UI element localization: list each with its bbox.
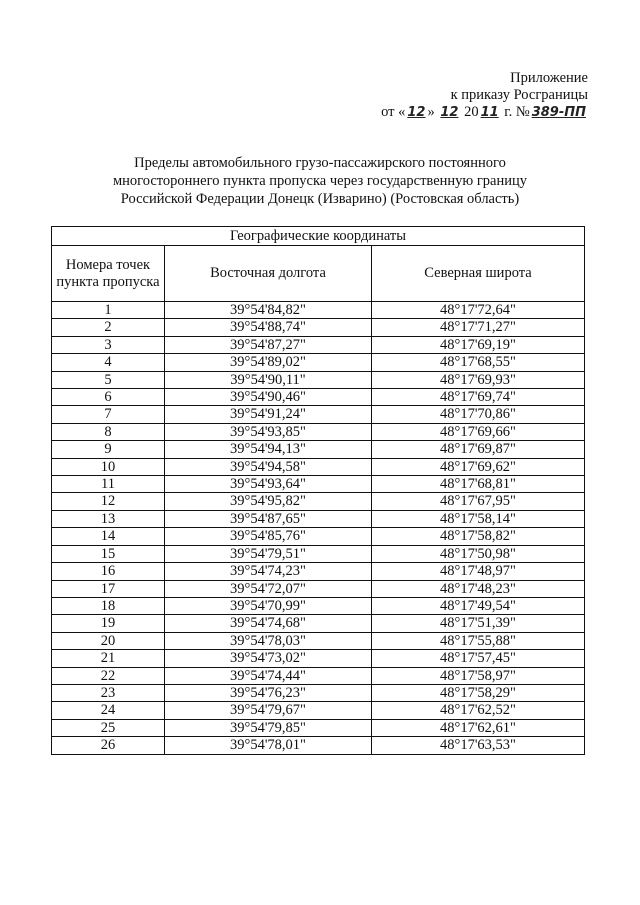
title-line-2: многостороннего пункта пропуска через государственную границу (112, 173, 528, 189)
table-row (52, 702, 585, 719)
longitude-cell: 39°54'79,67" (165, 702, 372, 719)
latitude-cell: 48°17'48,97" (372, 563, 585, 580)
longitude-cell: 39°54'87,65" (165, 510, 372, 527)
point-number-cell: 17 (52, 580, 165, 597)
latitude-cell: 48°17'69,66" (372, 423, 585, 440)
table-row (52, 615, 585, 632)
document-title (80, 154, 560, 208)
order-day-close: » (427, 104, 435, 120)
column-header-longitude: Восточная долгота (165, 246, 372, 302)
table-row (52, 302, 585, 319)
latitude-cell: 48°17'71,27" (372, 319, 585, 336)
point-number-cell: 24 (52, 702, 165, 719)
table-row (52, 510, 585, 527)
longitude-cell: 39°54'76,23" (165, 684, 372, 701)
order-month: 12 (440, 105, 459, 120)
table-row (52, 389, 585, 406)
table-row (52, 580, 585, 597)
table-row (52, 458, 585, 475)
longitude-cell: 39°54'89,02" (165, 354, 372, 371)
latitude-cell: 48°17'58,97" (372, 667, 585, 684)
table-row (52, 650, 585, 667)
longitude-cell: 39°54'95,82" (165, 493, 372, 510)
latitude-cell: 48°17'57,45" (372, 650, 585, 667)
latitude-cell: 48°17'62,52" (372, 702, 585, 719)
longitude-cell: 39°54'74,23" (165, 563, 372, 580)
table-row (52, 719, 585, 736)
point-number-cell: 9 (52, 441, 165, 458)
order-year-prefix: 20 (464, 104, 479, 120)
latitude-cell: 48°17'69,19" (372, 336, 585, 353)
title-line-1: Пределы автомобильного грузо-пассажирского постоянного (134, 155, 506, 171)
appendix-header (308, 70, 588, 121)
longitude-cell: 39°54'90,46" (165, 389, 372, 406)
appendix-label: Приложение (510, 70, 588, 86)
point-number-cell: 26 (52, 737, 165, 754)
table-row (52, 406, 585, 423)
table-row (52, 528, 585, 545)
order-day: 12 (407, 105, 426, 120)
longitude-cell: 39°54'93,85" (165, 423, 372, 440)
coordinates-table-body (52, 302, 585, 755)
point-number-cell: 5 (52, 371, 165, 388)
point-number-cell: 19 (52, 615, 165, 632)
latitude-cell: 48°17'63,53" (372, 737, 585, 754)
longitude-cell: 39°54'88,74" (165, 319, 372, 336)
title-line-3: Российской Федерации Донецк (Изварино) (Ростовская область) (120, 191, 520, 207)
longitude-cell: 39°54'72,07" (165, 580, 372, 597)
longitude-cell: 39°54'91,24" (165, 406, 372, 423)
latitude-cell: 48°17'72,64" (372, 302, 585, 319)
point-number-cell: 22 (52, 667, 165, 684)
point-number-cell: 8 (52, 423, 165, 440)
latitude-cell: 48°17'58,14" (372, 510, 585, 527)
table-row (52, 632, 585, 649)
longitude-cell: 39°54'85,76" (165, 528, 372, 545)
point-number-cell: 2 (52, 319, 165, 336)
order-prefix: от « (381, 104, 406, 120)
latitude-cell: 48°17'55,88" (372, 632, 585, 649)
point-number-cell: 25 (52, 719, 165, 736)
point-number-cell: 4 (52, 354, 165, 371)
order-year-suffix: 11 (480, 105, 499, 120)
table-row (52, 319, 585, 336)
table-row (52, 563, 585, 580)
longitude-cell: 39°54'74,68" (165, 615, 372, 632)
point-number-cell: 21 (52, 650, 165, 667)
longitude-cell: 39°54'93,64" (165, 476, 372, 493)
latitude-cell: 48°17'51,39" (372, 615, 585, 632)
order-number: 389-ПП (531, 105, 586, 120)
point-number-cell: 20 (52, 632, 165, 649)
longitude-cell: 39°54'74,44" (165, 667, 372, 684)
longitude-cell: 39°54'87,27" (165, 336, 372, 353)
latitude-cell: 48°17'69,93" (372, 371, 585, 388)
table-row (52, 667, 585, 684)
latitude-cell: 48°17'67,95" (372, 493, 585, 510)
coordinates-group-header: Географические координаты (52, 227, 585, 246)
latitude-cell: 48°17'70,86" (372, 406, 585, 423)
latitude-cell: 48°17'68,81" (372, 476, 585, 493)
latitude-cell: 48°17'49,54" (372, 597, 585, 614)
point-number-cell: 13 (52, 510, 165, 527)
table-row (52, 737, 585, 754)
order-date-number (308, 104, 588, 121)
table-row (52, 493, 585, 510)
point-number-cell: 14 (52, 528, 165, 545)
longitude-cell: 39°54'78,01" (165, 737, 372, 754)
table-row (52, 476, 585, 493)
coordinates-table (51, 226, 585, 755)
longitude-cell: 39°54'73,02" (165, 650, 372, 667)
longitude-cell: 39°54'70,99" (165, 597, 372, 614)
column-header-latitude: Северная широта (372, 246, 585, 302)
longitude-cell: 39°54'79,85" (165, 719, 372, 736)
point-number-cell: 11 (52, 476, 165, 493)
table-row (52, 423, 585, 440)
longitude-cell: 39°54'90,11" (165, 371, 372, 388)
point-number-cell: 15 (52, 545, 165, 562)
point-number-cell: 12 (52, 493, 165, 510)
appendix-order-reference: к приказу Росграницы (450, 87, 588, 103)
table-row (52, 684, 585, 701)
table-row (52, 441, 585, 458)
table-row (52, 371, 585, 388)
longitude-cell: 39°54'79,51" (165, 545, 372, 562)
longitude-cell: 39°54'78,03" (165, 632, 372, 649)
latitude-cell: 48°17'58,82" (372, 528, 585, 545)
point-number-cell: 6 (52, 389, 165, 406)
point-number-cell: 23 (52, 684, 165, 701)
table-row (52, 336, 585, 353)
point-number-cell: 1 (52, 302, 165, 319)
point-number-cell: 3 (52, 336, 165, 353)
table-row (52, 545, 585, 562)
latitude-cell: 48°17'69,74" (372, 389, 585, 406)
table-row (52, 354, 585, 371)
point-number-cell: 16 (52, 563, 165, 580)
point-number-cell: 10 (52, 458, 165, 475)
table-row (52, 597, 585, 614)
column-header-point-number: Номера точек пункта пропуска (52, 246, 165, 302)
order-year-tail: г. № (504, 104, 530, 120)
latitude-cell: 48°17'69,62" (372, 458, 585, 475)
latitude-cell: 48°17'69,87" (372, 441, 585, 458)
point-number-cell: 7 (52, 406, 165, 423)
longitude-cell: 39°54'94,13" (165, 441, 372, 458)
latitude-cell: 48°17'68,55" (372, 354, 585, 371)
latitude-cell: 48°17'62,61" (372, 719, 585, 736)
longitude-cell: 39°54'94,58" (165, 458, 372, 475)
latitude-cell: 48°17'50,98" (372, 545, 585, 562)
latitude-cell: 48°17'48,23" (372, 580, 585, 597)
point-number-cell: 18 (52, 597, 165, 614)
latitude-cell: 48°17'58,29" (372, 684, 585, 701)
longitude-cell: 39°54'84,82" (165, 302, 372, 319)
